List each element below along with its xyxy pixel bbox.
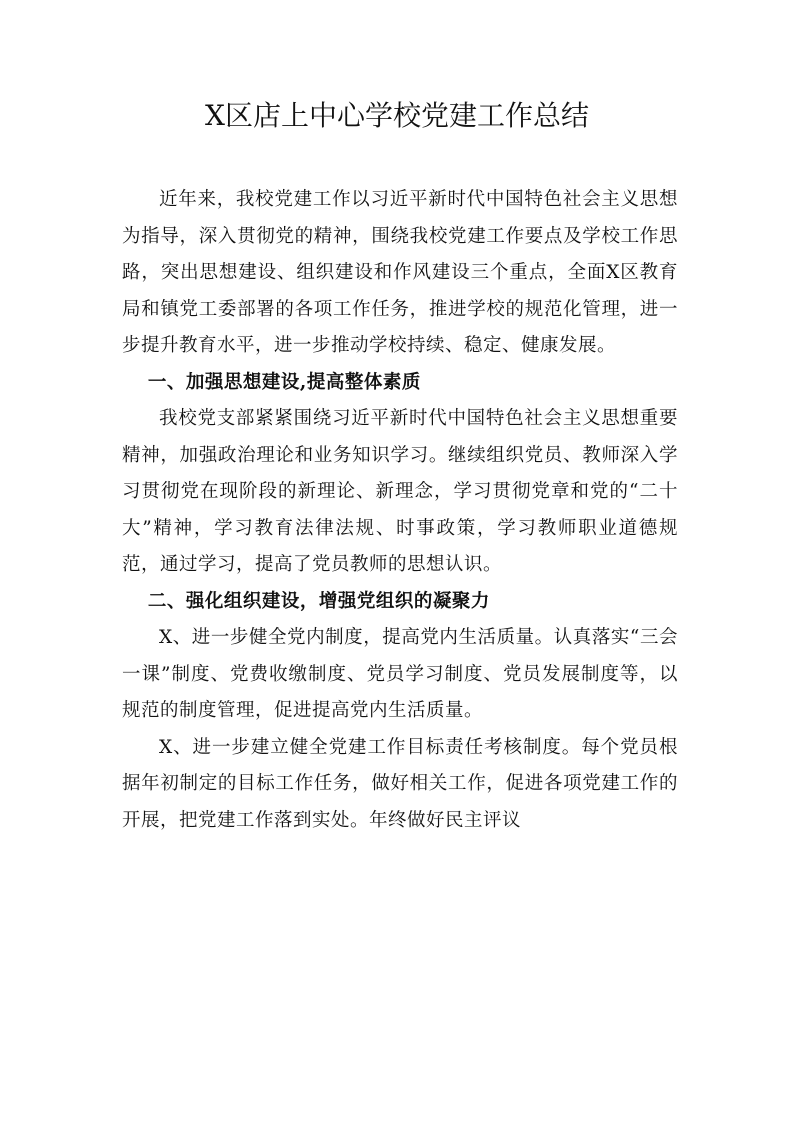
document-body [122, 182, 678, 839]
section-1-paragraph: 我校党支部紧紧围绕习近平新时代中国特色社会主义思想重要精神，加强政治理论和业务知识学习。继续组织党员、教师深入学习贯彻党在现阶段的新理论、新理念，学习贯彻党章和党的“二十大”精神，学习教育法律法规、时事政策，学习教师职业道德规范，通过学习，提高了党员教师的思想认识。 [122, 408, 678, 575]
section-1-heading: 一、加强思想建设,提高整体素质 [147, 371, 421, 393]
intro-paragraph: 近年来，我校党建工作以习近平新时代中国特色社会主义思想为指导，深入贯彻党的精神，围绕我校党建工作要点及学校工作思路，突出思想建设、组织建设和作风建设三个重点，全面X区教育局和镇党工委部署的各项工作任务，推进学校的规范化管理，进一步提升教育水平，进一步推动学校持续、稳定、健康发展。 [122, 189, 678, 356]
section-2-paragraph-2: X、进一步建立健全党建工作目标责任考核制度。每个党员根据年初制定的目标工作任务，做好相关工作，促进各项党建工作的开展，把党建工作落到实处。年终做好民主评议 [122, 736, 678, 831]
section-2-heading: 二、强化组织建设，增强党组织的凝聚力 [147, 590, 490, 612]
document-title: X区店上中心学校党建工作总结 [205, 99, 589, 132]
section-2-paragraph-1: X、进一步健全党内制度，提高党内生活质量。认真落实“三会一课”制度、党费收缴制度、党员学习制度、党员发展制度等，以规范的制度管理，促进提高党内生活质量。 [122, 627, 678, 721]
